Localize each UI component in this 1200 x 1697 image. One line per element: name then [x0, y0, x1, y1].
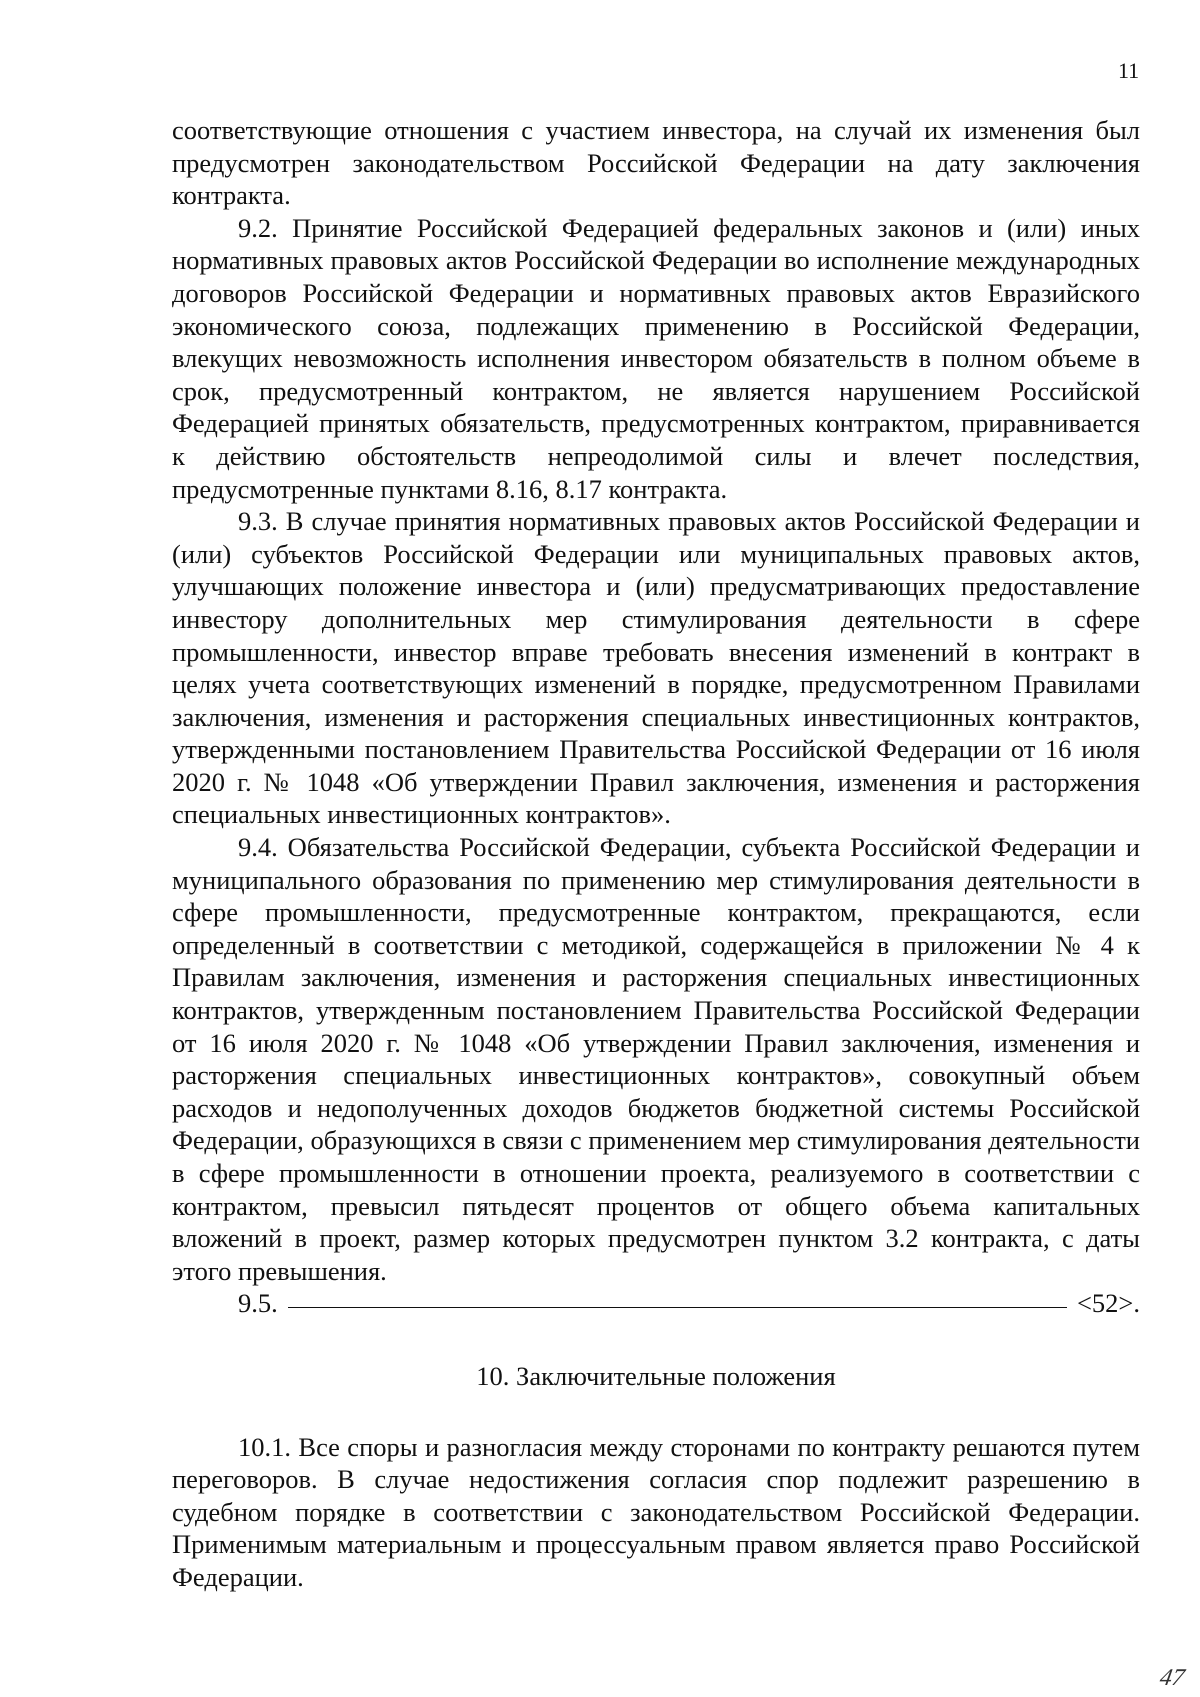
paragraph-9-5 [172, 1287, 1140, 1320]
page-number: 11 [1118, 58, 1140, 83]
blank-fill-line [288, 1307, 1067, 1308]
paragraph-9-4: 9.4. Обязательства Российской Федерации, субъекта Российской Федерации и муниципального образования по применению мер стимулирования деятельности в сфере промышленности, предусмотренные контрактом, прекращаются, если определенный в соответствии с методикой, содержащейся в приложении № 4 к Правилам заключения, изменения и расторжения специальных инвестиционных контрактов, утвержденным постановлением Правительства Российской Федерации от 16 июля 2020 г. № 1048 «Об утверждении Правил заключения, изменения и расторжения специальных инвестиционных контрактов», совокупный объем расходов и недополученных доходов бюджетов бюджетной системы Российской Федерации, образующихся в связи с применением мер стимулирования деятельности в сфере промышленности в отношении проекта, реализуемого в соответствии с контрактом, превысил пятьдесят процентов от общего объема капитальных вложений в проект, размер которых предусмотрен пунктом 3.2 контракта, с даты этого превышения. [172, 832, 1140, 1286]
paragraph-9-3: 9.3. В случае принятия нормативных правовых актов Российской Федерации и (или) субъектов Российской Федерации или муниципальных правовых актов, улучшающих положение инвестора и (или) предусматривающих предоставление инвестору дополнительных мер стимулирования деятельности в сфере промышленности, инвестор вправе требовать внесения изменений в контракт в целях учета соответствующих изменений в порядке, предусмотренном Правилами заключения, изменения и расторжения специальных инвестиционных контрактов, утвержденными постановлением Правительства Российской Федерации от 16 июля 2020 г. № 1048 «Об утверждении Правил заключения, изменения и расторжения специальных инвестиционных контрактов». [172, 506, 1140, 830]
paragraph-9-2: 9.2. Принятие Российской Федерацией федеральных законов и (или) иных нормативных правовых актов Российской Федерации во исполнение международных договоров Российской Федерации и нормативных правовых актов Евразийского экономического союза, подлежащих применению в Российской Федерации, влекущих невозможность исполнения инвестором обязательств в полном объеме в срок, предусмотренный контрактом, не является нарушением Российской Федерацией принятых обязательств, предусмотренных контрактом, приравнивается к действию обстоятельств непреодолимой силы и влечет последствия, предусмотренные пунктами 8.16, 8.17 контракта. [172, 212, 1140, 504]
paragraph-10-1: 10.1. Все споры и разногласия между сторонами по контракту решаются путем переговоров. В случае недостижения согласия спор подлежит разрешению в судебном порядке в соответствии с законодательством Российской Федерации. Применимым материальным и процессуальным правом является право Российской Федерации. [172, 1431, 1140, 1592]
section-heading: 10. Заключительные положения [476, 1360, 836, 1391]
paragraph-9-5-number: 9.5. [238, 1288, 278, 1319]
paragraph-continuation: соответствующие отношения с участием инвестора, на случай их изменения был предусмотрен законодательством Российской Федерации на дату заключения контракта. [172, 115, 1140, 211]
handwritten-page-mark: 47 [1157, 1665, 1187, 1691]
footnote-reference: <52>. [1076, 1288, 1140, 1319]
document-body [172, 114, 1140, 1594]
